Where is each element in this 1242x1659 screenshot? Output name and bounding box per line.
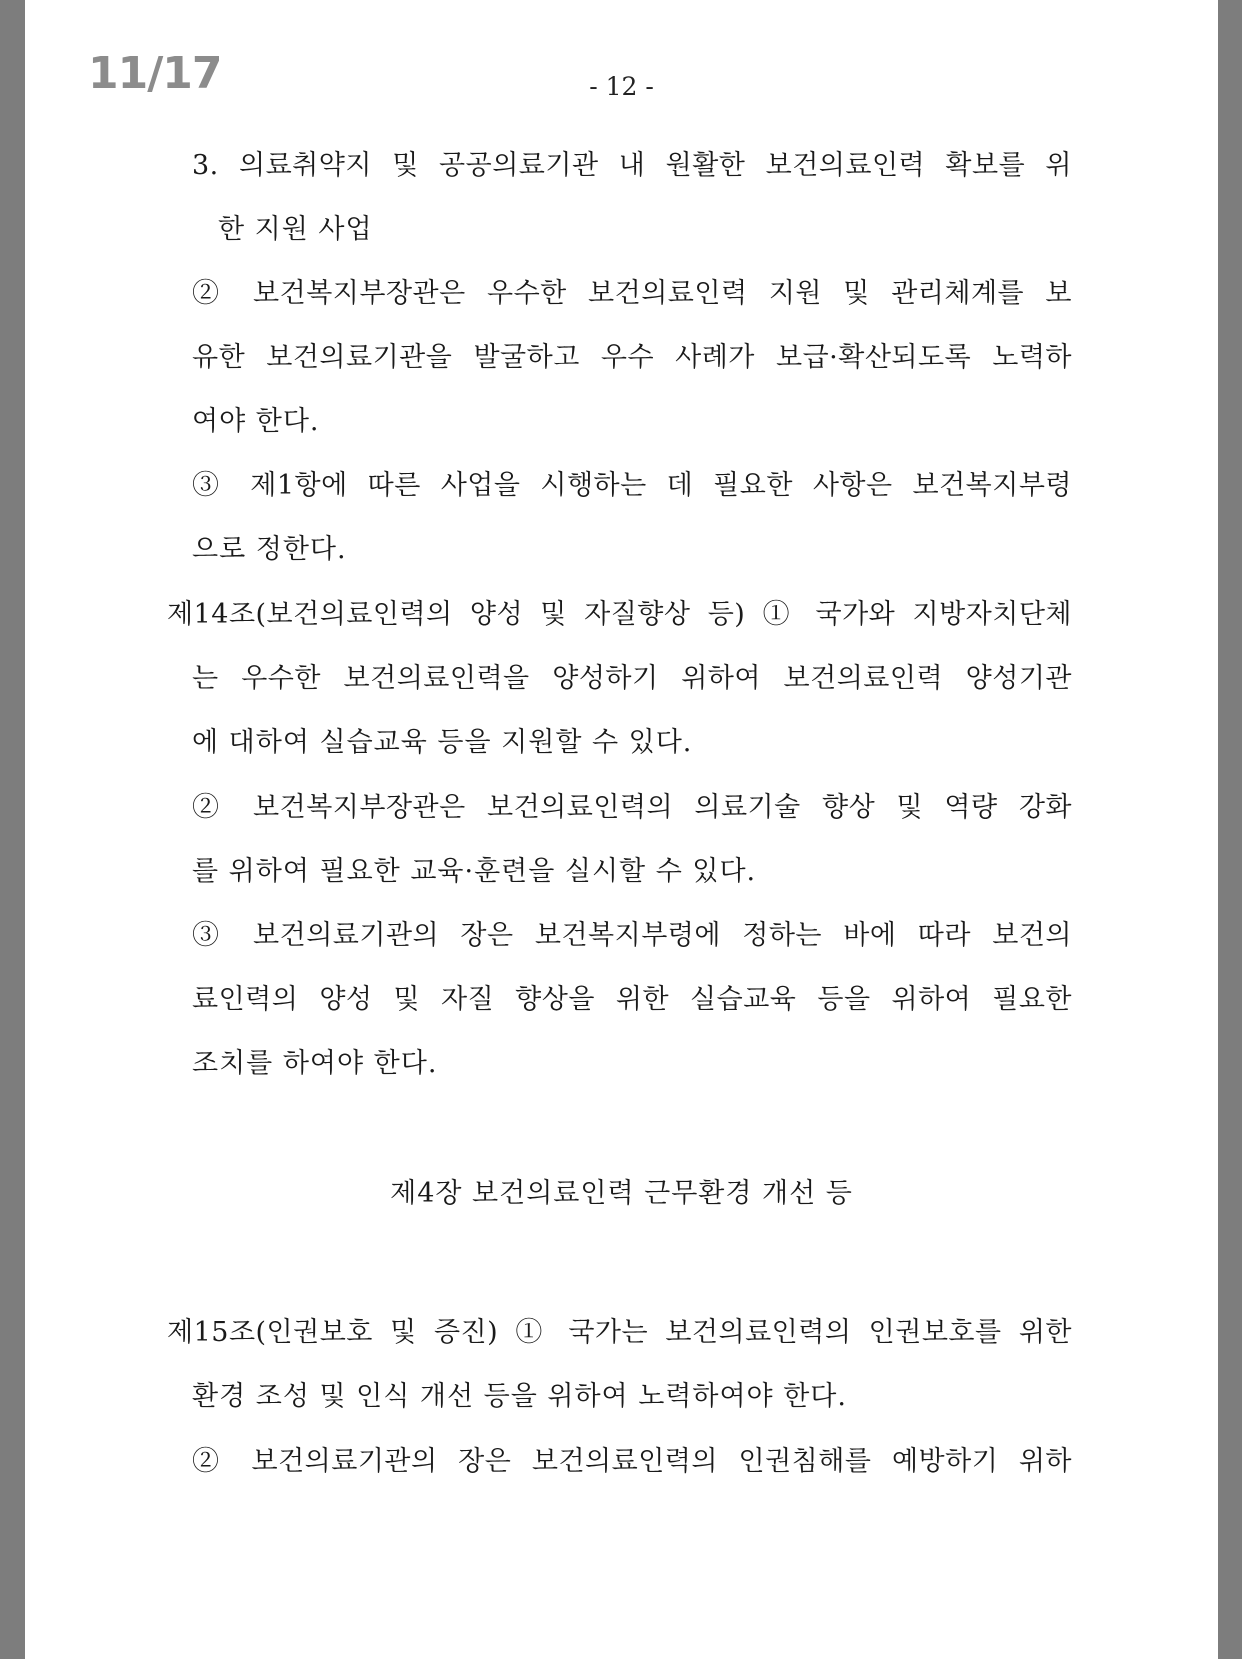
text-line: ② 보건복지부장관은 보건의료인력의 의료기술 향상 및 역량 강화 [192,792,1072,823]
text-line: 3. 의료취약지 및 공공의료기관 내 원활한 보건의료인력 확보를 위 [192,150,1072,181]
article-heading-line: 제14조(보건의료인력의 양성 및 자질향상 등) ① 국가와 지방자치단체 [167,599,1072,630]
text-line: 유한 보건의료기관을 발굴하고 우수 사례가 보급·확산되도록 노력하 [192,342,1072,373]
text-line: 를 위하여 필요한 교육·훈련을 실시할 수 있다. [192,856,757,887]
text-line: 으로 정한다. [192,534,347,565]
article-heading-line: 제15조(인권보호 및 증진) ① 국가는 보건의료인력의 인권보호를 위한 [167,1317,1072,1348]
text-line: 여야 한다. [192,406,320,437]
text-line: ③ 보건의료기관의 장은 보건복지부령에 정하는 바에 따라 보건의 [192,920,1072,951]
text-line: 한 지원 사업 [218,214,373,245]
page-counter: 11/17 [88,48,222,99]
text-line: 조치를 하여야 한다. [192,1048,438,1079]
chapter-heading: 제4장 보건의료인력 근무환경 개선 등 [390,1178,853,1209]
document-page [25,0,1218,1659]
text-line: 는 우수한 보건의료인력을 양성하기 위하여 보건의료인력 양성기관 [192,663,1072,694]
text-line: 에 대하여 실습교육 등을 지원할 수 있다. [192,727,693,758]
text-line: ② 보건의료기관의 장은 보건의료인력의 인권침해를 예방하기 위하 [192,1446,1072,1477]
text-line: 료인력의 양성 및 자질 향상을 위한 실습교육 등을 위하여 필요한 [192,984,1072,1015]
text-line: ③ 제1항에 따른 사업을 시행하는 데 필요한 사항은 보건복지부령 [192,470,1072,501]
text-line: 환경 조성 및 인식 개선 등을 위하여 노력하여야 한다. [192,1381,847,1412]
text-line: ② 보건복지부장관은 우수한 보건의료인력 지원 및 관리체계를 보 [192,278,1072,309]
page-number: - 12 - [589,72,654,101]
